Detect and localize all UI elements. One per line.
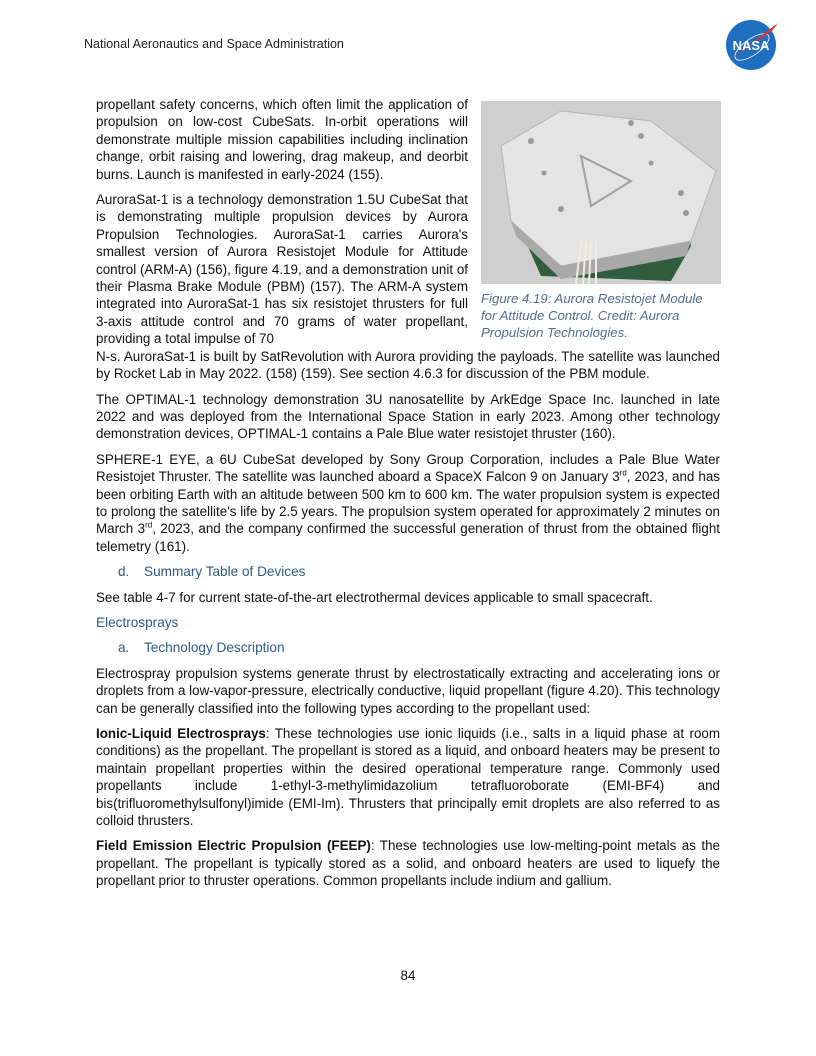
header-org-name: National Aeronautics and Space Administration [84, 37, 344, 51]
paragraph-ionic-liquid: Ionic-Liquid Electrosprays: These technologies use ionic liquids (i.e., salts in a liquid phase at room conditions) as the propellant. The propellant is stored as a liquid, and onboard heaters may be present to maintain propellant properties within the desired operational temperature range. Commonly used propellants include 1-ethyl-3-methylimidazolium tetrafluoroborate (EMI-BF4) and bis(trifluoromethylsulfonyl)imide (EMI-Im). Thrusters that principally emit droplets are also referred to as colloid thrusters. [96, 726, 720, 829]
paragraph: See table 4-7 for current state-of-the-art electrothermal devices applicable to small spacecraft. [96, 589, 653, 605]
figure-caption: Figure 4.19: Aurora Resistojet Module for Attitude Control. Credit: Aurora Propulsion Technologies. [481, 291, 703, 340]
subheading-technology-description: a. Technology Description [118, 640, 285, 656]
paragraph: propellant safety concerns, which often limit the application of propulsion on low-cost CubeSats. In-orbit operations will demonstrate multiple mission capabilities including inclination change, orbit raising and lowering, drag makeup, and deorbit burns. Launch is manifested in early-2024 (155). [96, 97, 468, 182]
paragraph: Electrospray propulsion systems generate thrust by electrostatically extracting and accelerating ions or droplets from a low-vapor-pressure, electrically conductive, liquid propellant (figure 4.20). This technology can be generally classified into the following types according to the propellant used: [96, 665, 720, 716]
document-body [96, 96, 720, 898]
paragraph: AuroraSat-1 is a technology demonstration 1.5U CubeSat that is demonstrating multiple propulsion devices by Aurora Propulsion Technologies. AuroraSat-1 carries Aurora's smallest version of Aurora Resistojet Module for Attitude control (ARM-A) (156), figure 4.19, and a demonstration unit of their Plasma Brake Module (PBM) (157). The ARM-A system integrated into AuroraSat-1 has six resistojet thrusters for full 3-axis attitude control and 70 grams of water propellant, providing a total impulse of 70 [96, 192, 468, 347]
section-heading-electrosprays: Electrosprays [96, 614, 179, 630]
subheading-summary-table: d. Summary Table of Devices [118, 564, 306, 580]
paragraph: The OPTIMAL-1 technology demonstration 3U nanosatellite by ArkEdge Space Inc. launched in late 2022 and was deployed from the International Space Station in early 2023. Among other technology demonstration devices, OPTIMAL-1 contains a Pale Blue water resistojet thruster (160). [96, 391, 720, 442]
nasa-logo-icon [722, 17, 782, 73]
paragraph-feep: Field Emission Electric Propulsion (FEEP): These technologies use low-melting-point metals as the propellant. The propellant is typically stored as a solid, and onboard heaters are used to liquefy the propellant prior to thruster operations. Common propellants include indium and gallium. [96, 838, 720, 889]
svg-text:NASA: NASA [732, 38, 770, 53]
paragraph: N-s. AuroraSat-1 is built by SatRevolution with Aurora providing the payloads. The satellite was launched by Rocket Lab in May 2022. (158) (159). See section 4.6.3 for discussion of the PBM module. [96, 348, 720, 382]
page-number: 84 [400, 968, 416, 983]
paragraph-sphere-1: SPHERE-1 EYE, a 6U CubeSat developed by Sony Group Corporation, includes a Pale Blue Water Resistojet Thruster. The satellite was launched aboard a SpaceX Falcon 9 on January 3rd, 2023, and has been orbiting Earth with an altitude between 500 km to 600 km. The water propulsion system is expected to prolong the satellite's life by 2.5 years. The propulsion system operated for approximately 2 minutes on March 3rd, 2023, and the company confirmed the successful generation of thrust from the obtained flight telemetry (161). [96, 451, 721, 554]
